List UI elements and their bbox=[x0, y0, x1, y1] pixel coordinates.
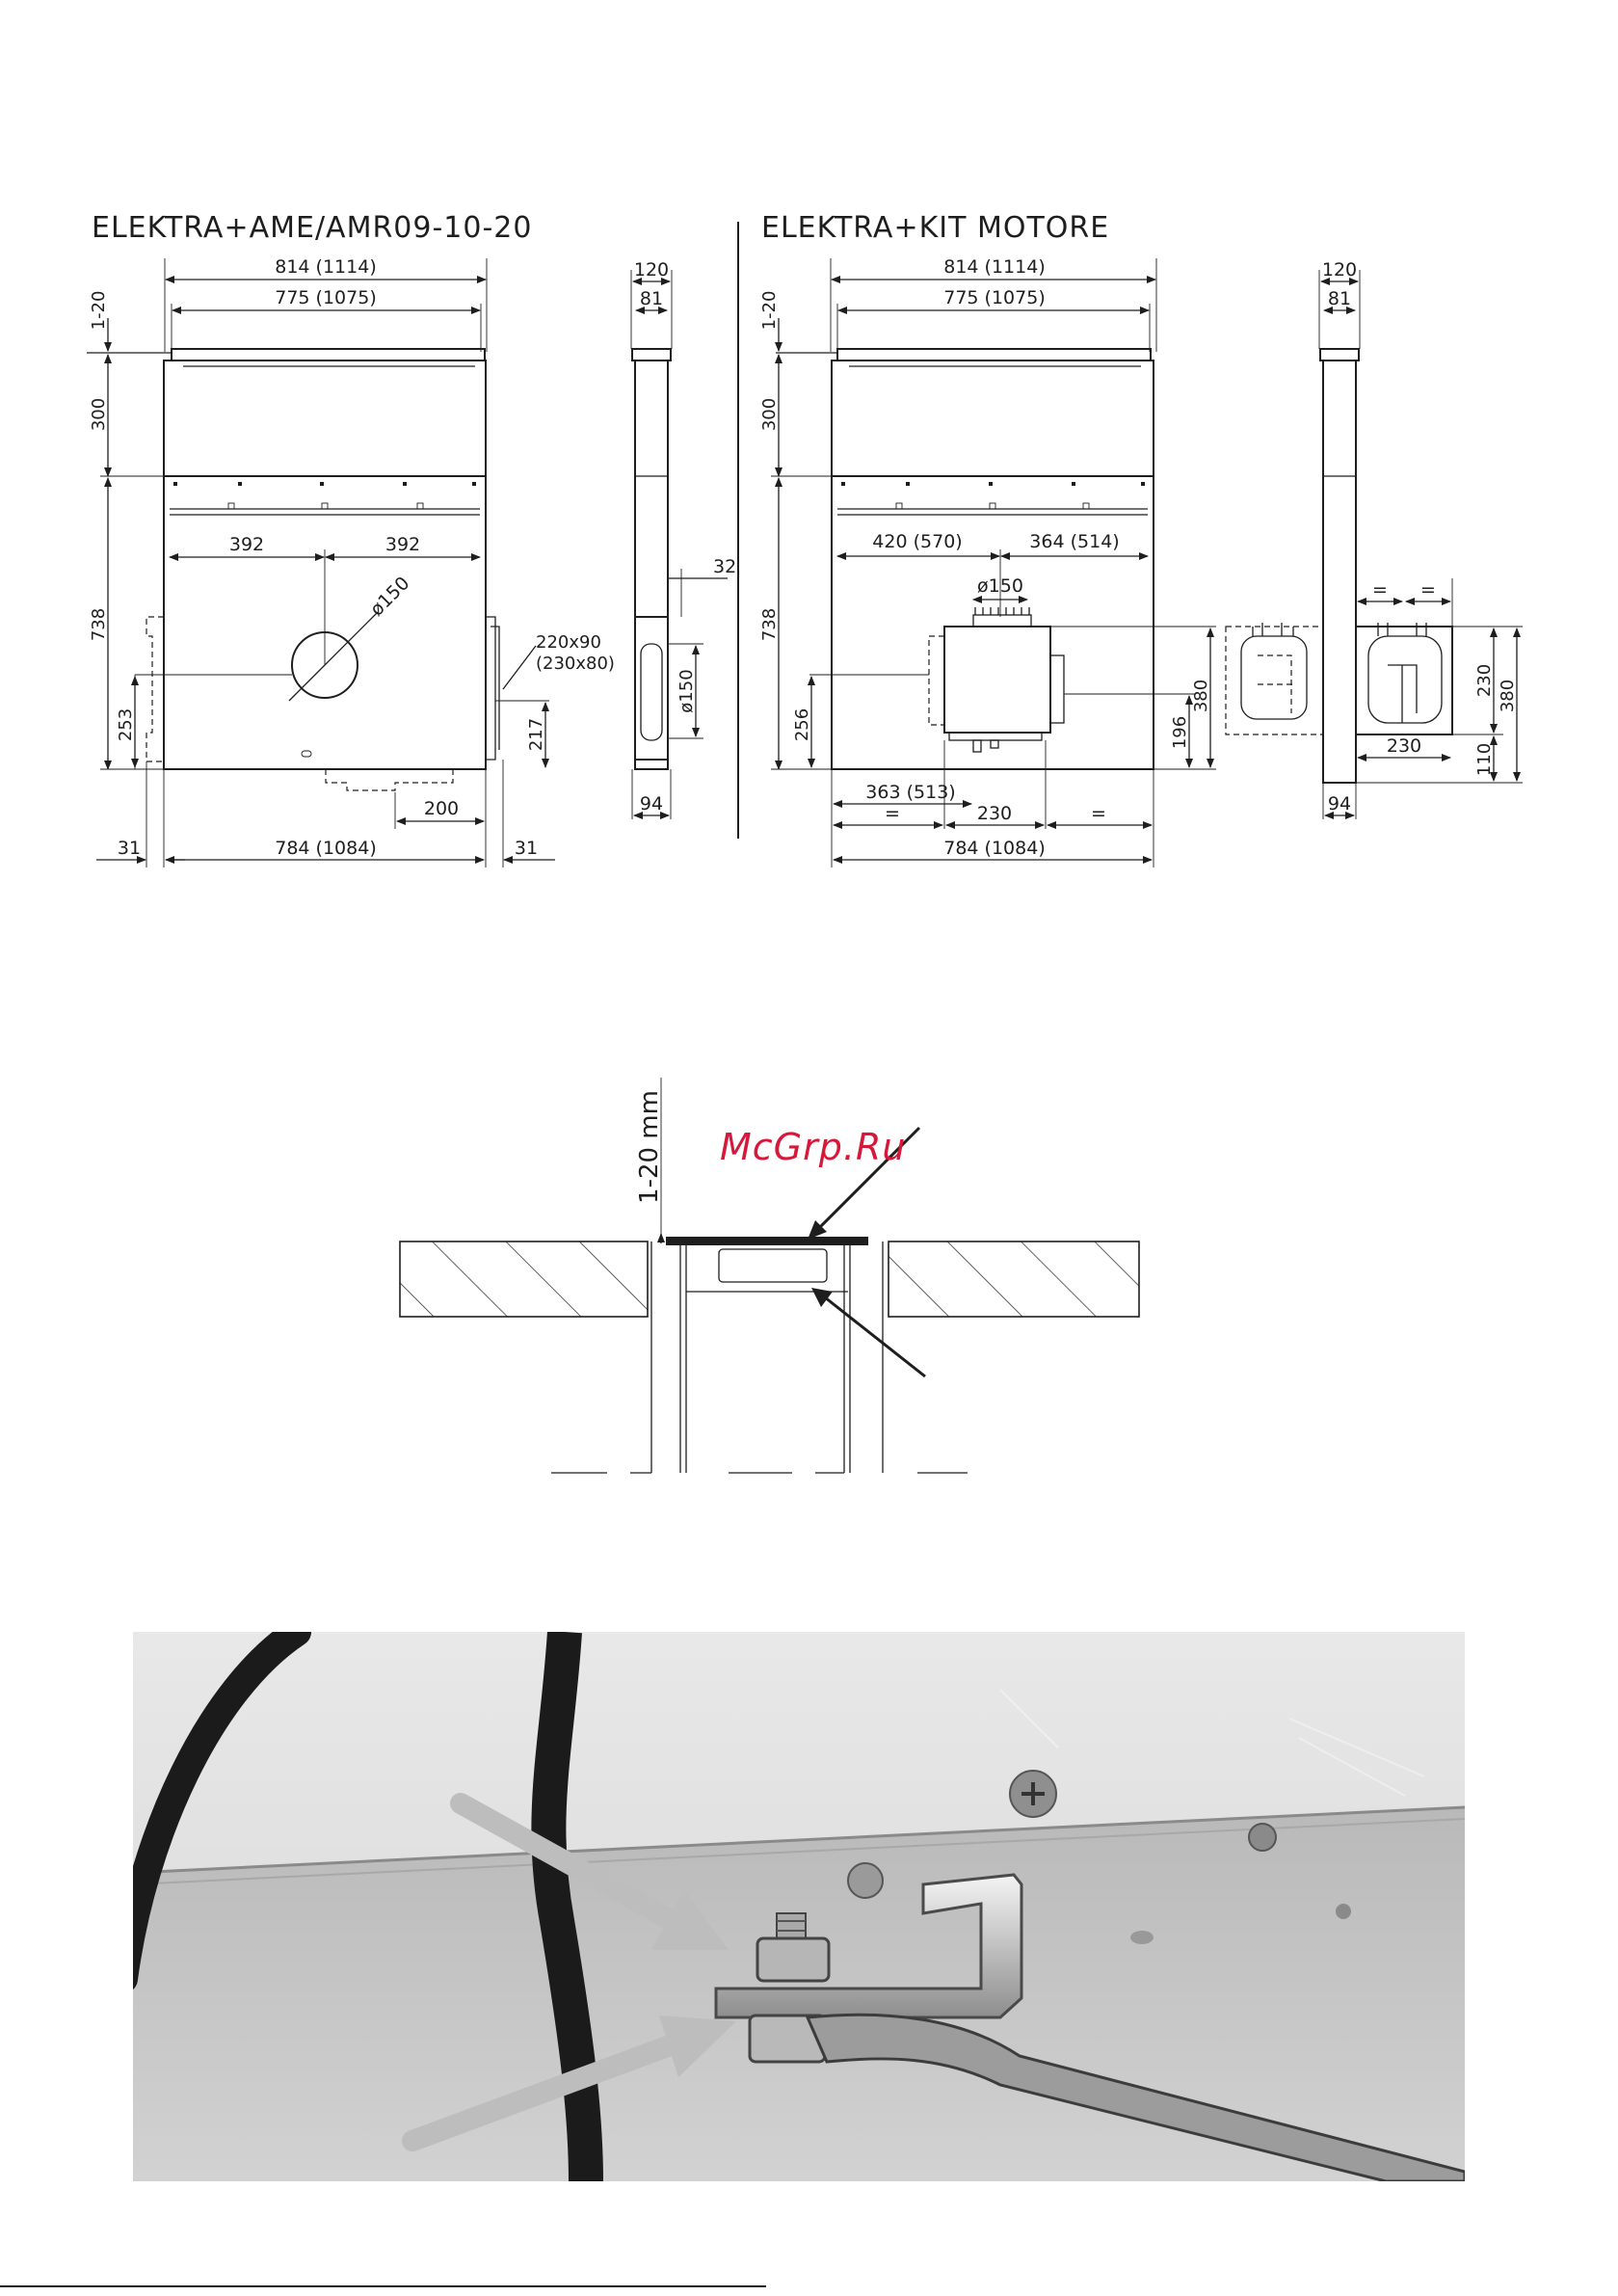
side-dim-d150: ø150 bbox=[676, 669, 697, 713]
side-dim-w120: 120 bbox=[633, 259, 670, 280]
rs-dim-eq2: = bbox=[1420, 579, 1436, 601]
footer-rule bbox=[0, 2285, 766, 2287]
r-dim-width-inner: 775 (1075) bbox=[943, 287, 1046, 308]
rivet-row bbox=[173, 482, 476, 509]
right-side-view bbox=[1226, 259, 1523, 819]
watermark: McGrp.Ru bbox=[720, 1126, 907, 1168]
left-side-view bbox=[631, 259, 736, 819]
dim-w31-left: 31 bbox=[117, 838, 142, 859]
dim-width-outer: 814 (1114) bbox=[275, 256, 377, 278]
r-dim-h196: 196 bbox=[1170, 715, 1190, 750]
side-dim-w94: 94 bbox=[639, 793, 664, 814]
rs-dim-h110: 110 bbox=[1474, 742, 1495, 777]
left-front-view bbox=[87, 211, 615, 868]
dim-w200: 200 bbox=[423, 798, 460, 819]
rs-dim-h380: 380 bbox=[1498, 679, 1518, 713]
dim-h217: 217 bbox=[526, 717, 546, 752]
rs-dim-w94: 94 bbox=[1327, 793, 1352, 814]
rs-dim-w120: 120 bbox=[1321, 259, 1358, 280]
r-dim-w364: 364 (514) bbox=[1029, 531, 1120, 552]
side-dim-w81: 81 bbox=[639, 288, 664, 309]
rs-dim-w81: 81 bbox=[1327, 288, 1352, 309]
worktop-right bbox=[889, 1241, 1139, 1317]
r-dim-diameter: ø150 bbox=[977, 575, 1023, 597]
dim-h738: 738 bbox=[89, 607, 109, 642]
bracket-photo bbox=[133, 1632, 1465, 2181]
dim-left-392: 392 bbox=[228, 534, 265, 555]
dim-grille-2: (230x80) bbox=[536, 654, 615, 674]
screw-head bbox=[1010, 1771, 1056, 1817]
r-dim-w784: 784 (1084) bbox=[943, 838, 1046, 859]
rs-dim-h230: 230 bbox=[1474, 663, 1495, 698]
r-dim-h738: 738 bbox=[759, 607, 780, 642]
side-motor-left bbox=[1226, 623, 1323, 734]
r-dim-h380: 380 bbox=[1191, 679, 1211, 713]
dim-h300: 300 bbox=[89, 397, 109, 432]
dim-w31-right: 31 bbox=[514, 838, 539, 859]
r-dim-w230: 230 bbox=[976, 803, 1013, 824]
right-front-view bbox=[759, 211, 1216, 868]
dim-h253: 253 bbox=[116, 707, 136, 742]
detail-gap-label: 1-20 mm bbox=[635, 1090, 664, 1204]
rs-dim-w230: 230 bbox=[1386, 735, 1422, 757]
r-dim-eq2: = bbox=[1091, 803, 1106, 824]
dim-width-inner: 775 (1075) bbox=[275, 287, 377, 308]
r-dim-width-outer: 814 (1114) bbox=[943, 256, 1046, 278]
r-dim-h300: 300 bbox=[759, 397, 780, 432]
hood-glass bbox=[666, 1237, 868, 1245]
left-drawing-title: ELEKTRA+AME/AMR09-10-20 bbox=[92, 211, 533, 245]
dim-right-392: 392 bbox=[385, 534, 421, 555]
bracket-photo-illustration bbox=[133, 1632, 1465, 2181]
r-dim-w363: 363 (513) bbox=[865, 782, 956, 803]
installation-detail bbox=[400, 1078, 1139, 1473]
dim-grille-1: 220x90 bbox=[536, 632, 601, 653]
r-dim-eq1: = bbox=[885, 803, 900, 824]
worktop-left bbox=[400, 1241, 648, 1317]
r-dim-h256: 256 bbox=[792, 707, 812, 742]
right-drawing-title: ELEKTRA+KIT MOTORE bbox=[761, 211, 1110, 245]
r-dim-gap: 1-20 bbox=[759, 290, 780, 331]
dim-w784: 784 (1084) bbox=[275, 838, 377, 859]
rs-dim-eq1: = bbox=[1372, 579, 1388, 601]
side-dim-w32: 32 bbox=[713, 556, 737, 577]
dim-diameter: ø150 bbox=[365, 573, 414, 621]
dim-gap: 1-20 bbox=[89, 290, 109, 331]
r-rivet-row bbox=[841, 482, 1145, 509]
side-motor-right bbox=[1356, 623, 1452, 734]
r-dim-w420: 420 (570) bbox=[872, 531, 963, 552]
motor-kit bbox=[929, 607, 1064, 752]
